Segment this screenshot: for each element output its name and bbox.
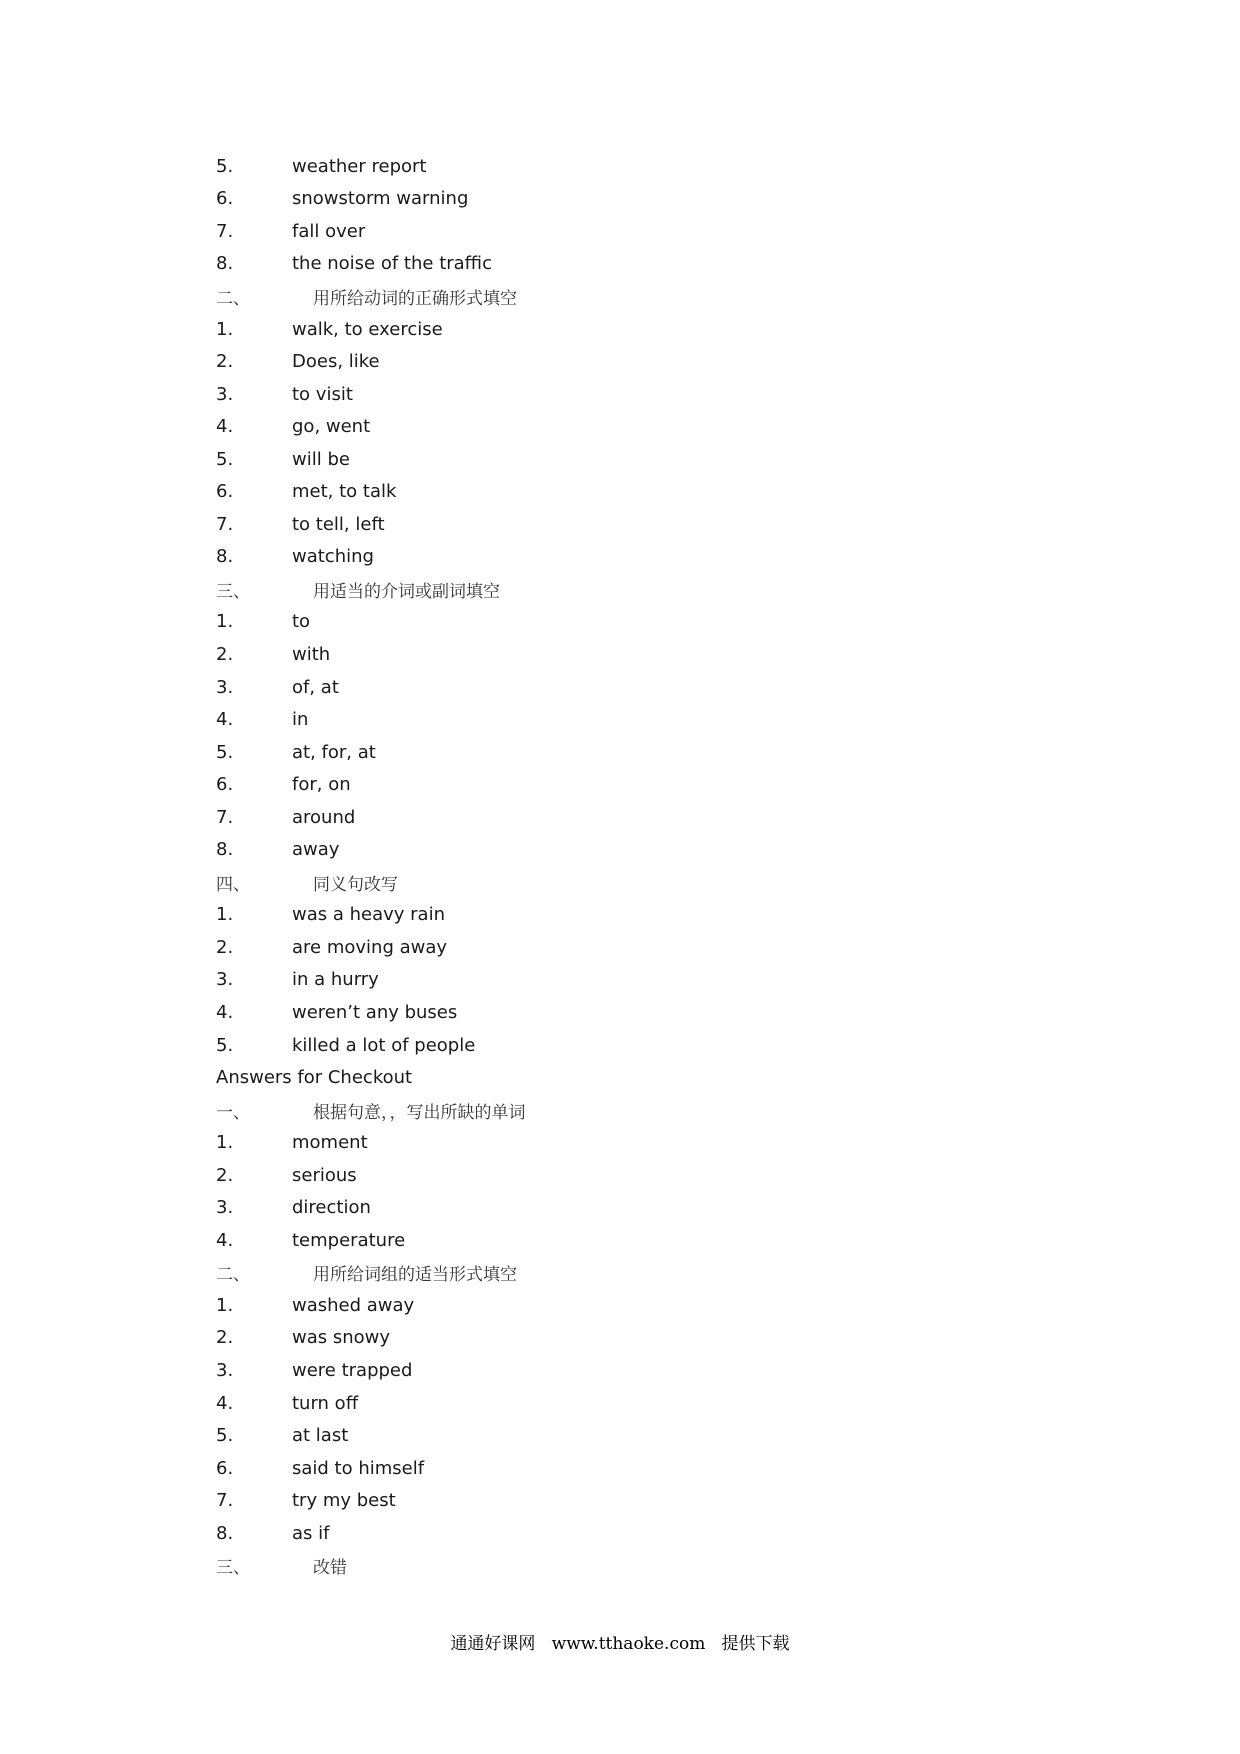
item-number: 2. <box>216 1327 234 1349</box>
item-answer: weather report <box>292 155 427 177</box>
item-answer: temperature <box>292 1229 406 1251</box>
item-answer: washed away <box>292 1294 415 1316</box>
item-answer: will be <box>292 448 350 470</box>
answer-item <box>216 345 1116 378</box>
section-title: 用所给词组的适当形式填空 <box>313 1265 517 1286</box>
answer-item <box>216 1126 1116 1159</box>
item-number: 5. <box>216 741 234 763</box>
item-number: 8. <box>216 546 234 568</box>
answer-item <box>216 1322 1116 1355</box>
item-number: 2. <box>216 643 234 665</box>
item-number: 7. <box>216 806 234 828</box>
section-title: 同义句改写 <box>313 874 398 895</box>
answer-item <box>216 1354 1116 1387</box>
item-answer: the noise of the traffic <box>292 253 492 275</box>
item-answer: said to himself <box>292 1457 425 1479</box>
item-number: 5. <box>216 155 234 177</box>
item-number: 8. <box>216 1522 234 1544</box>
section-title: 根据句意，，写出所缺的单词 <box>313 1102 526 1123</box>
item-number: 7. <box>216 220 234 242</box>
item-answer: moment <box>292 1132 368 1154</box>
item-answer: watching <box>292 546 374 568</box>
item-answer: snowstorm warning <box>292 188 469 210</box>
item-answer: are moving away <box>292 936 448 958</box>
item-answer: to visit <box>292 383 353 405</box>
part-heading-text: Answers for Checkout <box>216 1067 413 1089</box>
item-answer: with <box>292 643 331 665</box>
item-answer: to <box>292 611 311 633</box>
answer-item <box>216 671 1116 704</box>
item-number: 3. <box>216 1197 234 1219</box>
item-answer: of, at <box>292 676 339 698</box>
item-number: 3. <box>216 969 234 991</box>
item-number: 1. <box>216 1294 234 1316</box>
answer-item <box>216 1224 1116 1257</box>
item-number: 3. <box>216 383 234 405</box>
item-answer: weren’t any buses <box>292 1001 458 1023</box>
section-heading <box>216 1094 1116 1127</box>
item-number: 4. <box>216 1229 234 1251</box>
footer-site-name: 通通好课网 <box>450 1634 536 1654</box>
section-number: 一、 <box>216 1102 250 1123</box>
answer-item <box>216 475 1116 508</box>
item-number: 3. <box>216 1360 234 1381</box>
section-heading <box>216 866 1116 899</box>
answer-item <box>216 899 1116 932</box>
item-number: 6. <box>216 188 234 210</box>
answer-list <box>216 150 1116 1582</box>
item-number: 4. <box>216 709 234 731</box>
answer-item <box>216 248 1116 281</box>
item-number: 5. <box>216 1425 234 1447</box>
item-answer: at last <box>292 1425 349 1447</box>
item-answer: around <box>292 806 356 828</box>
answer-item <box>216 183 1116 216</box>
item-number: 2. <box>216 1164 234 1186</box>
item-answer: in a hurry <box>292 969 379 991</box>
section-heading <box>216 1257 1116 1290</box>
item-number: 7. <box>216 513 234 535</box>
item-number: 1. <box>216 611 234 633</box>
item-number: 6. <box>216 774 234 796</box>
section-number: 二、 <box>216 1265 250 1286</box>
answer-item <box>216 1192 1116 1225</box>
section-title: 改错 <box>313 1558 347 1579</box>
answer-item <box>216 801 1116 834</box>
answer-item <box>216 606 1116 639</box>
answer-item <box>216 313 1116 346</box>
answer-item <box>216 215 1116 248</box>
item-answer: Does, like <box>292 351 380 373</box>
answer-item <box>216 703 1116 736</box>
item-number: 2. <box>216 936 234 958</box>
item-answer: fall over <box>292 220 366 242</box>
item-number: 1. <box>216 318 234 340</box>
item-answer: as if <box>292 1522 330 1544</box>
answer-item <box>216 378 1116 411</box>
answer-item <box>216 964 1116 997</box>
answer-item <box>216 541 1116 574</box>
item-answer: met, to talk <box>292 481 397 503</box>
answer-item <box>216 638 1116 671</box>
item-number: 4. <box>216 1001 234 1023</box>
item-number: 4. <box>216 1392 234 1414</box>
section-number: 三、 <box>216 1558 250 1579</box>
answer-item <box>216 736 1116 769</box>
item-number: 6. <box>216 481 234 503</box>
item-answer: for, on <box>292 774 351 796</box>
item-answer: killed a lot of people <box>292 1034 476 1056</box>
answer-item <box>216 1159 1116 1192</box>
item-number: 8. <box>216 253 234 275</box>
section-heading <box>216 280 1116 313</box>
item-number: 2. <box>216 351 234 373</box>
answer-item <box>216 150 1116 183</box>
section-title: 用所给动词的正确形式填空 <box>313 288 517 309</box>
item-answer: away <box>292 839 340 861</box>
item-number: 6. <box>216 1457 234 1479</box>
item-number: 3. <box>216 676 234 698</box>
answer-item <box>216 410 1116 443</box>
section-number: 二、 <box>216 288 250 309</box>
section-heading <box>216 573 1116 606</box>
item-answer: in <box>292 709 309 731</box>
answer-item <box>216 508 1116 541</box>
item-number: 5. <box>216 448 234 470</box>
item-number: 5. <box>216 1034 234 1056</box>
section-number: 三、 <box>216 581 250 602</box>
item-answer: to tell, left <box>292 513 385 535</box>
item-answer: try my best <box>292 1490 396 1512</box>
part-heading <box>216 1061 1116 1094</box>
item-number: 8. <box>216 839 234 861</box>
answer-item <box>216 1452 1116 1485</box>
answer-item <box>216 1289 1116 1322</box>
answer-item <box>216 1419 1116 1452</box>
item-answer: at, for, at <box>292 741 376 763</box>
answer-item <box>216 1029 1116 1062</box>
answer-item <box>216 1484 1116 1517</box>
answer-item <box>216 768 1116 801</box>
answer-item <box>216 833 1116 866</box>
footer-url[interactable]: www.tthaoke.com <box>551 1634 706 1654</box>
item-number: 1. <box>216 904 234 926</box>
item-answer: go, went <box>292 416 371 438</box>
item-number: 7. <box>216 1490 234 1512</box>
answer-item <box>216 1517 1116 1550</box>
item-number: 4. <box>216 416 234 438</box>
footer-tagline: 提供下载 <box>721 1634 790 1654</box>
item-answer: was snowy <box>292 1327 391 1349</box>
item-answer: walk, to exercise <box>292 318 443 340</box>
section-heading <box>216 1550 1116 1583</box>
item-answer: direction <box>292 1197 371 1219</box>
page-footer <box>0 1629 1240 1654</box>
answer-item <box>216 931 1116 964</box>
section-title: 用适当的介词或副词填空 <box>313 581 500 602</box>
section-number: 四、 <box>216 874 250 895</box>
item-number: 1. <box>216 1132 234 1154</box>
item-answer: serious <box>292 1164 357 1186</box>
answer-item <box>216 996 1116 1029</box>
item-answer: was a heavy rain <box>292 904 445 926</box>
answer-item <box>216 1387 1116 1420</box>
answer-item <box>216 443 1116 476</box>
item-answer: were trapped <box>292 1360 413 1381</box>
item-answer: turn off <box>292 1392 359 1414</box>
